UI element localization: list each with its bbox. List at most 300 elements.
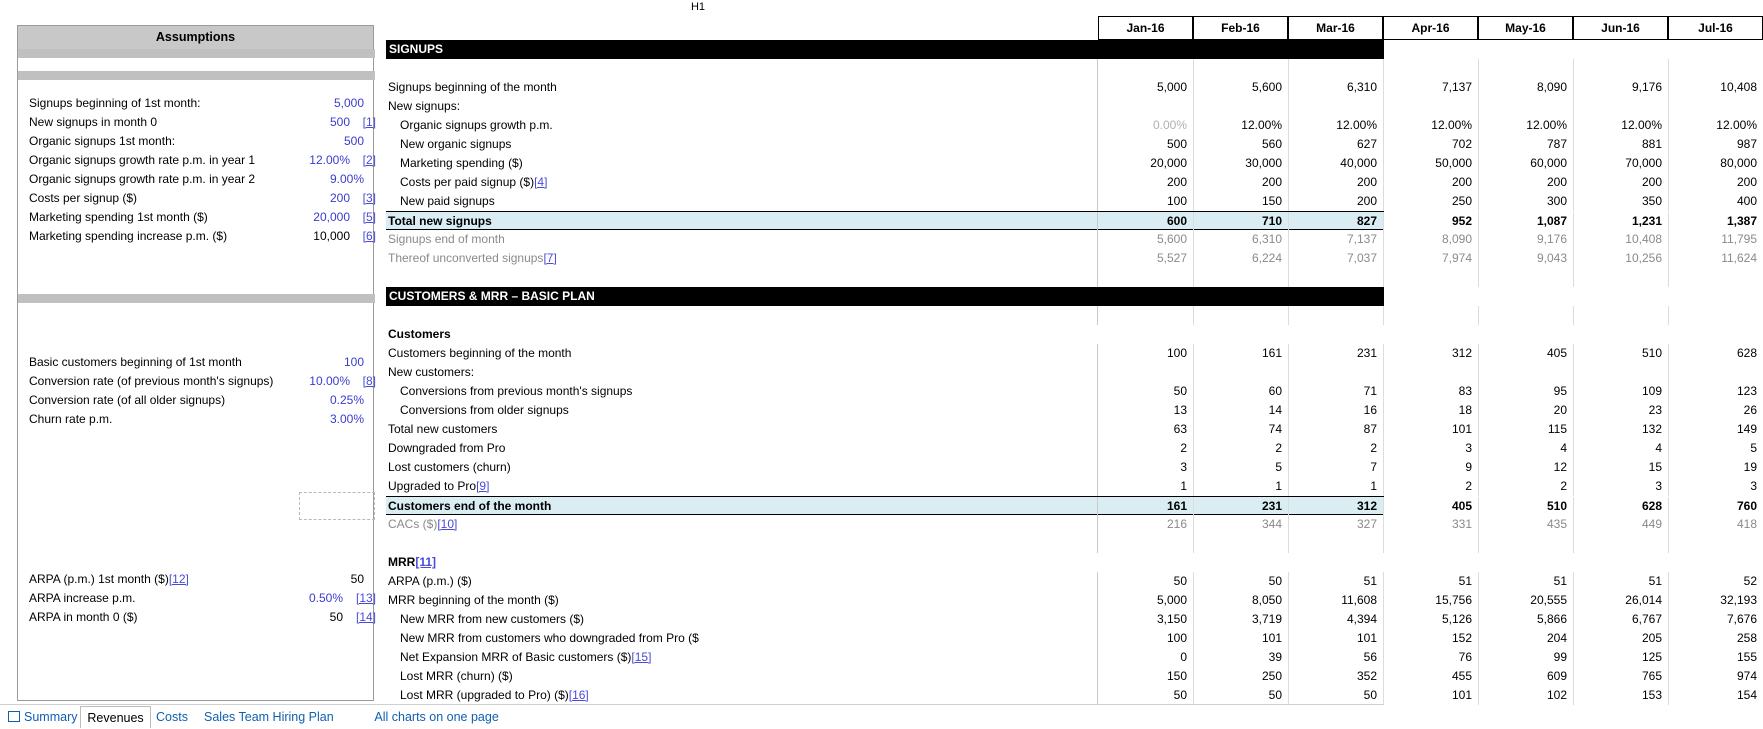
data-cell[interactable]: 205 bbox=[1641, 631, 1662, 645]
row-label: New MRR from new customers ($) bbox=[400, 612, 585, 626]
data-cell[interactable]: 200 bbox=[1356, 194, 1377, 208]
data-cell[interactable] bbox=[1288, 363, 1383, 382]
data-cell[interactable]: 18 bbox=[1458, 403, 1472, 417]
data-cell[interactable]: 765 bbox=[1641, 669, 1662, 683]
data-cell[interactable]: 5 bbox=[1750, 441, 1757, 455]
column-divider bbox=[1097, 268, 1098, 287]
assumption-value[interactable]: 0.50% bbox=[308, 591, 343, 605]
data-cell[interactable]: 4,394 bbox=[1346, 612, 1377, 626]
subsection-title: Customers bbox=[388, 327, 451, 341]
data-cell[interactable]: 95 bbox=[1553, 384, 1567, 398]
data-cell[interactable]: 10,256 bbox=[1625, 251, 1662, 265]
data-cell[interactable]: 2 bbox=[1465, 479, 1472, 493]
data-cell[interactable]: 109 bbox=[1641, 384, 1662, 398]
data-cell[interactable] bbox=[1668, 97, 1763, 116]
data-cell[interactable]: 5,000 bbox=[1156, 593, 1187, 607]
data-cell[interactable] bbox=[1668, 363, 1763, 382]
data-row bbox=[386, 667, 1757, 686]
column-divider bbox=[1478, 306, 1479, 325]
data-cell[interactable]: 15,756 bbox=[1435, 593, 1472, 607]
assumption-value[interactable]: 10.00% bbox=[309, 374, 350, 388]
month-header-cell[interactable]: Jul-16 bbox=[1668, 16, 1763, 40]
data-cell[interactable]: 161 bbox=[1166, 499, 1187, 513]
data-cell[interactable]: 3 bbox=[1465, 441, 1472, 455]
data-cell[interactable]: 71 bbox=[1363, 384, 1377, 398]
footnote-link[interactable]: [15] bbox=[631, 650, 652, 664]
sheet-tab-label: Sales Team Hiring Plan bbox=[204, 710, 334, 724]
data-cell[interactable] bbox=[1193, 97, 1288, 116]
assumption-value[interactable]: 3.00% bbox=[329, 412, 364, 426]
data-cell[interactable]: 20,000 bbox=[1150, 156, 1187, 170]
row-label: Lost MRR (upgraded to Pro) ($)[16] bbox=[400, 688, 589, 702]
data-cell[interactable]: 6,224 bbox=[1251, 251, 1282, 265]
data-cell[interactable]: 1,231 bbox=[1631, 214, 1662, 228]
data-cell[interactable]: 60,000 bbox=[1530, 156, 1567, 170]
assumption-value[interactable]: 500 bbox=[329, 115, 350, 129]
data-cell[interactable]: 3 bbox=[1750, 479, 1757, 493]
data-cell[interactable]: 200 bbox=[1641, 175, 1662, 189]
data-cell[interactable]: 400 bbox=[1736, 194, 1757, 208]
data-cell[interactable] bbox=[1193, 363, 1288, 382]
data-cell[interactable]: 115 bbox=[1547, 422, 1567, 436]
data-cell[interactable]: 100 bbox=[1166, 346, 1187, 360]
assumption-value[interactable]: 50 bbox=[329, 610, 343, 624]
assumption-label: Basic customers beginning of 1st month bbox=[29, 355, 242, 369]
data-cell[interactable]: 3 bbox=[1655, 479, 1662, 493]
data-cell[interactable]: 83 bbox=[1458, 384, 1472, 398]
footnote-link[interactable]: [10] bbox=[437, 517, 458, 531]
data-cell[interactable]: 100 bbox=[1166, 631, 1187, 645]
data-cell[interactable]: 11,795 bbox=[1721, 232, 1757, 246]
month-header-row bbox=[386, 16, 1733, 40]
data-cell[interactable]: 50 bbox=[1173, 688, 1187, 702]
data-cell[interactable]: 881 bbox=[1641, 137, 1662, 151]
row-label: Signups beginning of the month bbox=[388, 80, 557, 94]
grid-rows bbox=[386, 40, 1757, 705]
footnote-link[interactable]: [7] bbox=[543, 251, 557, 265]
data-cell[interactable]: 150 bbox=[1261, 194, 1282, 208]
assumption-value[interactable]: 10,000 bbox=[313, 229, 350, 243]
footnote-link[interactable]: [9] bbox=[476, 479, 490, 493]
data-cell[interactable]: 560 bbox=[1261, 137, 1282, 151]
data-cell[interactable]: 11,624 bbox=[1721, 251, 1757, 265]
data-cell[interactable]: 9,176 bbox=[1536, 232, 1567, 246]
data-cell[interactable]: 510 bbox=[1641, 346, 1662, 360]
data-cell[interactable]: 3 bbox=[1180, 460, 1187, 474]
data-cell[interactable]: 5,600 bbox=[1251, 80, 1282, 94]
data-cell[interactable] bbox=[1573, 97, 1668, 116]
data-cell[interactable]: 50 bbox=[1173, 574, 1187, 588]
data-cell[interactable]: 5,000 bbox=[1156, 80, 1187, 94]
subsection-stripe-right bbox=[1097, 553, 1384, 572]
data-cell[interactable]: 510 bbox=[1546, 499, 1567, 513]
data-cell[interactable]: 0.00% bbox=[1152, 118, 1187, 132]
data-cell[interactable]: 1 bbox=[1275, 479, 1282, 493]
data-cell[interactable]: 418 bbox=[1736, 517, 1757, 531]
data-cell[interactable]: 435 bbox=[1546, 517, 1567, 531]
data-cell[interactable]: 50 bbox=[1268, 688, 1282, 702]
data-cell[interactable]: 12 bbox=[1553, 460, 1567, 474]
assumption-label: ARPA increase p.m. bbox=[29, 591, 136, 605]
data-cell[interactable]: 200 bbox=[1736, 175, 1757, 189]
data-cell[interactable] bbox=[1288, 97, 1383, 116]
data-cell[interactable]: 200 bbox=[1166, 175, 1187, 189]
data-cell[interactable]: 13 bbox=[1173, 403, 1187, 417]
month-header-cell[interactable]: Jun-16 bbox=[1573, 16, 1668, 40]
data-cell[interactable]: 2 bbox=[1560, 479, 1567, 493]
row-label: Thereof unconverted signups[7] bbox=[388, 251, 557, 265]
sheet-tab[interactable] bbox=[198, 706, 340, 728]
data-cell[interactable]: 760 bbox=[1736, 499, 1757, 513]
data-cell[interactable]: 628 bbox=[1641, 499, 1662, 513]
data-cell[interactable]: 15 bbox=[1648, 460, 1662, 474]
data-cell[interactable]: 7,037 bbox=[1346, 251, 1377, 265]
data-cell[interactable] bbox=[1383, 363, 1478, 382]
data-cell[interactable]: 50,000 bbox=[1435, 156, 1472, 170]
assumption-label: ARPA in month 0 ($) bbox=[29, 610, 138, 624]
row-label: New paid signups bbox=[400, 194, 495, 208]
data-cell[interactable]: 10,408 bbox=[1625, 232, 1662, 246]
data-cell[interactable]: 344 bbox=[1261, 517, 1282, 531]
footnote-link[interactable]: [6] bbox=[362, 229, 376, 243]
data-cell[interactable]: 52 bbox=[1743, 574, 1757, 588]
data-cell[interactable]: 39 bbox=[1268, 650, 1282, 664]
assumptions-title: Assumptions bbox=[18, 26, 373, 49]
data-cell[interactable]: 12.00% bbox=[1431, 118, 1472, 132]
data-cell[interactable]: 9,176 bbox=[1631, 80, 1662, 94]
data-cell[interactable]: 80,000 bbox=[1720, 156, 1757, 170]
data-cell[interactable]: 3,150 bbox=[1156, 612, 1187, 626]
data-row bbox=[386, 439, 1757, 458]
data-cell[interactable]: 12.00% bbox=[1621, 118, 1662, 132]
assumption-label: Organic signups growth rate p.m. in year 1 bbox=[29, 153, 256, 167]
data-cell[interactable]: 102 bbox=[1546, 688, 1567, 702]
data-cell[interactable]: 405 bbox=[1451, 499, 1472, 513]
data-cell[interactable]: 7,676 bbox=[1726, 612, 1757, 626]
data-cell[interactable]: 600 bbox=[1166, 214, 1187, 228]
data-cell[interactable]: 56 bbox=[1363, 650, 1377, 664]
data-cell[interactable]: 32,193 bbox=[1720, 593, 1757, 607]
data-cell[interactable]: 350 bbox=[1641, 194, 1662, 208]
sheet-tab-label: Costs bbox=[156, 710, 188, 724]
data-cell[interactable]: 14 bbox=[1268, 403, 1282, 417]
data-cell[interactable] bbox=[1573, 363, 1668, 382]
data-cell[interactable]: 5,600 bbox=[1156, 232, 1187, 246]
data-cell[interactable]: 9,043 bbox=[1536, 251, 1567, 265]
data-cell[interactable]: 352 bbox=[1356, 669, 1377, 683]
footnote-link[interactable]: [2] bbox=[362, 153, 376, 167]
column-divider bbox=[1383, 59, 1384, 78]
data-cell[interactable]: 250 bbox=[1261, 669, 1282, 683]
data-cell[interactable]: 23 bbox=[1648, 403, 1662, 417]
assumption-value[interactable]: 500 bbox=[343, 134, 364, 148]
footnote-link[interactable]: [5] bbox=[362, 210, 376, 224]
sheet-tab[interactable] bbox=[368, 706, 504, 728]
data-cell[interactable]: 1,387 bbox=[1726, 214, 1757, 228]
column-divider bbox=[1383, 306, 1384, 325]
row-label: Costs per paid signup ($)[4] bbox=[400, 175, 548, 189]
data-cell[interactable]: 50 bbox=[1173, 384, 1187, 398]
data-cell[interactable]: 99 bbox=[1553, 650, 1567, 664]
data-cell[interactable]: 7 bbox=[1370, 460, 1377, 474]
data-cell[interactable]: 231 bbox=[1261, 499, 1282, 513]
data-cell[interactable]: 20,555 bbox=[1530, 593, 1567, 607]
subsection-header-row bbox=[386, 325, 1384, 344]
data-cell[interactable]: 161 bbox=[1261, 346, 1282, 360]
data-cell[interactable]: 12.00% bbox=[1241, 118, 1282, 132]
data-cell[interactable] bbox=[1478, 363, 1573, 382]
data-cell[interactable]: 76 bbox=[1458, 650, 1472, 664]
data-cell[interactable]: 70,000 bbox=[1625, 156, 1662, 170]
data-cell[interactable]: 231 bbox=[1356, 346, 1377, 360]
data-cell[interactable]: 12.00% bbox=[1336, 118, 1377, 132]
footnote-link[interactable]: [11] bbox=[415, 555, 437, 569]
assumptions-empty-input-box[interactable] bbox=[299, 492, 375, 520]
data-cell[interactable]: 51 bbox=[1553, 574, 1567, 588]
data-cell[interactable]: 200 bbox=[1356, 175, 1377, 189]
data-cell[interactable]: 627 bbox=[1356, 137, 1377, 151]
data-cell[interactable] bbox=[1098, 97, 1193, 116]
column-divider bbox=[1097, 306, 1098, 325]
data-cell[interactable]: 200 bbox=[1451, 175, 1472, 189]
assumption-row bbox=[18, 353, 375, 372]
data-cell[interactable]: 19 bbox=[1743, 460, 1757, 474]
data-cell[interactable]: 258 bbox=[1736, 631, 1757, 645]
spacer-row bbox=[386, 268, 1384, 287]
assumptions-panel bbox=[17, 25, 374, 701]
sheet-tab[interactable] bbox=[80, 706, 150, 728]
footnote-link[interactable]: [16] bbox=[568, 688, 589, 702]
row-label: Lost customers (churn) bbox=[388, 460, 511, 474]
data-cell[interactable]: 2 bbox=[1275, 441, 1282, 455]
data-cell[interactable]: 300 bbox=[1546, 194, 1567, 208]
data-row bbox=[386, 420, 1757, 439]
footnote-link[interactable]: [4] bbox=[534, 175, 548, 189]
data-cell[interactable]: 155 bbox=[1736, 650, 1757, 664]
column-divider bbox=[1668, 534, 1669, 553]
data-cell[interactable]: 1 bbox=[1180, 479, 1187, 493]
data-cell[interactable]: 200 bbox=[1546, 175, 1567, 189]
data-cell[interactable]: 12.00% bbox=[1716, 118, 1757, 132]
data-cell[interactable]: 6,310 bbox=[1251, 232, 1282, 246]
assumption-value[interactable]: 20,000 bbox=[313, 210, 350, 224]
data-cell[interactable]: 4 bbox=[1560, 441, 1567, 455]
footnote-link[interactable]: [3] bbox=[362, 191, 376, 205]
data-row bbox=[386, 629, 1757, 648]
data-cell[interactable]: 1 bbox=[1370, 479, 1377, 493]
data-cell[interactable]: 30,000 bbox=[1245, 156, 1282, 170]
data-cell[interactable]: 154 bbox=[1736, 688, 1757, 702]
data-cell[interactable]: 5,126 bbox=[1441, 612, 1472, 626]
assumption-value[interactable]: 9.00% bbox=[329, 172, 364, 186]
data-cell[interactable]: 628 bbox=[1736, 346, 1757, 360]
data-cell[interactable]: 250 bbox=[1451, 194, 1472, 208]
data-cell[interactable]: 153 bbox=[1641, 688, 1662, 702]
column-divider bbox=[1573, 59, 1574, 78]
data-cell[interactable]: 101 bbox=[1451, 688, 1472, 702]
data-cell[interactable]: 5,527 bbox=[1156, 251, 1187, 265]
data-cell[interactable]: 149 bbox=[1736, 422, 1757, 436]
month-header-cell[interactable]: Mar-16 bbox=[1288, 16, 1383, 40]
column-divider bbox=[1288, 268, 1289, 287]
data-cell[interactable]: 60 bbox=[1268, 384, 1282, 398]
spacer-row bbox=[386, 59, 1384, 78]
data-cell[interactable]: 12.00% bbox=[1526, 118, 1567, 132]
data-cell[interactable]: 0 bbox=[1180, 650, 1187, 664]
row-label: Lost MRR (churn) ($) bbox=[400, 669, 513, 683]
month-header-cell[interactable]: Apr-16 bbox=[1383, 16, 1478, 40]
data-cell[interactable]: 26,014 bbox=[1625, 593, 1662, 607]
data-row bbox=[386, 192, 1757, 211]
data-cell[interactable]: 312 bbox=[1356, 499, 1377, 513]
row-label: Conversions from previous month's signups bbox=[400, 384, 633, 398]
data-cell[interactable]: 2 bbox=[1180, 441, 1187, 455]
row-label: Total new signups bbox=[388, 214, 492, 228]
data-cell[interactable]: 10,408 bbox=[1720, 80, 1757, 94]
month-header-cell[interactable]: May-16 bbox=[1478, 16, 1573, 40]
data-row bbox=[386, 135, 1757, 154]
data-cell[interactable]: 26 bbox=[1743, 403, 1757, 417]
data-row bbox=[386, 401, 1757, 420]
section-title: CUSTOMERS & MRR – BASIC PLAN bbox=[389, 289, 595, 303]
data-cell[interactable] bbox=[1383, 97, 1478, 116]
data-cell[interactable]: 11,608 bbox=[1341, 593, 1377, 607]
footnote-link[interactable]: [14] bbox=[355, 610, 376, 624]
data-row bbox=[386, 230, 1757, 249]
data-row bbox=[386, 154, 1757, 173]
assumption-row bbox=[18, 227, 375, 246]
data-cell[interactable]: 4 bbox=[1655, 441, 1662, 455]
data-cell[interactable]: 200 bbox=[1261, 175, 1282, 189]
column-divider bbox=[1478, 268, 1479, 287]
data-cell[interactable]: 952 bbox=[1451, 214, 1472, 228]
data-cell[interactable] bbox=[1478, 97, 1573, 116]
data-cell[interactable]: 16 bbox=[1363, 403, 1377, 417]
data-row bbox=[386, 78, 1757, 97]
subsection-stripe bbox=[386, 553, 1097, 572]
sheet-tab-label: Summary bbox=[24, 710, 78, 724]
data-row bbox=[386, 648, 1757, 667]
data-cell[interactable]: 20 bbox=[1553, 403, 1567, 417]
data-cell[interactable]: 123 bbox=[1736, 384, 1757, 398]
data-cell[interactable]: 974 bbox=[1736, 669, 1757, 683]
data-cell[interactable]: 216 bbox=[1166, 517, 1187, 531]
data-cell[interactable]: 827 bbox=[1356, 214, 1377, 228]
sheet-tab[interactable] bbox=[2, 706, 83, 728]
assumption-value[interactable]: 12.00% bbox=[309, 153, 350, 167]
data-cell[interactable]: 8,090 bbox=[1441, 232, 1472, 246]
data-cell[interactable]: 51 bbox=[1648, 574, 1662, 588]
data-cell[interactable]: 6,767 bbox=[1631, 612, 1662, 626]
assumption-row bbox=[18, 151, 375, 170]
data-cell[interactable]: 74 bbox=[1268, 422, 1282, 436]
data-cell[interactable]: 101 bbox=[1451, 422, 1472, 436]
data-cell[interactable]: 787 bbox=[1546, 137, 1567, 151]
sheet-tab[interactable] bbox=[150, 706, 194, 728]
data-cell[interactable]: 5 bbox=[1275, 460, 1282, 474]
assumption-value[interactable]: 200 bbox=[329, 191, 350, 205]
data-row bbox=[386, 686, 1757, 705]
column-divider bbox=[1573, 534, 1574, 553]
data-cell[interactable]: 152 bbox=[1451, 631, 1472, 645]
data-cell[interactable]: 405 bbox=[1546, 346, 1567, 360]
assumption-label: Churn rate p.m. bbox=[29, 412, 113, 426]
data-cell[interactable]: 50 bbox=[1268, 574, 1282, 588]
assumption-value[interactable]: 50 bbox=[350, 572, 364, 586]
data-cell[interactable]: 40,000 bbox=[1340, 156, 1377, 170]
data-cell[interactable]: 51 bbox=[1363, 574, 1377, 588]
data-cell[interactable]: 8,090 bbox=[1536, 80, 1567, 94]
assumption-value[interactable]: 100 bbox=[343, 355, 364, 369]
footnote-link[interactable]: [8] bbox=[362, 374, 376, 388]
data-cell[interactable]: 609 bbox=[1546, 669, 1567, 683]
data-row bbox=[386, 116, 1757, 135]
column-divider bbox=[1383, 534, 1384, 553]
data-cell[interactable]: 327 bbox=[1356, 517, 1377, 531]
data-cell[interactable]: 50 bbox=[1363, 688, 1377, 702]
data-cell[interactable]: 150 bbox=[1166, 669, 1187, 683]
data-cell[interactable]: 204 bbox=[1546, 631, 1567, 645]
data-cell[interactable]: 1,087 bbox=[1536, 214, 1567, 228]
column-divider bbox=[1193, 306, 1194, 325]
month-header-cell[interactable]: Jan-16 bbox=[1098, 16, 1193, 40]
column-divider bbox=[1478, 534, 1479, 553]
data-cell[interactable]: 8,050 bbox=[1251, 593, 1282, 607]
data-cell[interactable]: 331 bbox=[1451, 517, 1472, 531]
data-cell[interactable]: 101 bbox=[1261, 631, 1282, 645]
column-divider bbox=[1573, 306, 1574, 325]
data-cell[interactable]: 2 bbox=[1370, 441, 1377, 455]
data-cell[interactable]: 500 bbox=[1166, 137, 1187, 151]
footnote-link[interactable]: [1] bbox=[362, 115, 376, 129]
data-cell[interactable]: 3,719 bbox=[1251, 612, 1282, 626]
data-cell[interactable]: 101 bbox=[1356, 631, 1377, 645]
data-cell[interactable]: 312 bbox=[1451, 346, 1472, 360]
column-divider bbox=[1288, 306, 1289, 325]
row-label: Signups end of month bbox=[388, 232, 505, 246]
data-row bbox=[386, 591, 1757, 610]
data-cell[interactable]: 132 bbox=[1641, 422, 1662, 436]
data-cell[interactable]: 449 bbox=[1641, 517, 1662, 531]
data-cell[interactable]: 9 bbox=[1465, 460, 1472, 474]
data-cell[interactable]: 7,137 bbox=[1346, 232, 1377, 246]
data-cell[interactable]: 51 bbox=[1458, 574, 1472, 588]
data-cell[interactable]: 987 bbox=[1736, 137, 1757, 151]
data-cell[interactable]: 100 bbox=[1166, 194, 1187, 208]
data-cell[interactable]: 5,866 bbox=[1536, 612, 1567, 626]
footnote-link[interactable]: [13] bbox=[355, 591, 376, 605]
data-cell[interactable]: 87 bbox=[1363, 422, 1377, 436]
data-cell[interactable]: 710 bbox=[1261, 214, 1282, 228]
data-cell[interactable]: 702 bbox=[1451, 137, 1472, 151]
footnote-link[interactable]: [12] bbox=[168, 572, 189, 586]
data-cell[interactable]: 455 bbox=[1451, 669, 1472, 683]
data-cell[interactable]: 125 bbox=[1641, 650, 1662, 664]
data-cell[interactable]: 6,310 bbox=[1346, 80, 1377, 94]
data-cell[interactable]: 7,137 bbox=[1441, 80, 1472, 94]
data-cell[interactable]: 63 bbox=[1173, 422, 1187, 436]
data-row bbox=[386, 477, 1757, 496]
revenue-grid bbox=[386, 16, 1757, 705]
assumption-value[interactable]: 0.25% bbox=[329, 393, 364, 407]
data-cell[interactable]: 7,974 bbox=[1441, 251, 1472, 265]
section-title: SIGNUPS bbox=[389, 42, 444, 56]
data-row bbox=[386, 173, 1757, 192]
assumption-value[interactable]: 5,000 bbox=[333, 96, 364, 110]
data-cell[interactable] bbox=[1098, 363, 1193, 382]
assumption-row bbox=[18, 170, 375, 189]
month-header-cell[interactable]: Feb-16 bbox=[1193, 16, 1288, 40]
